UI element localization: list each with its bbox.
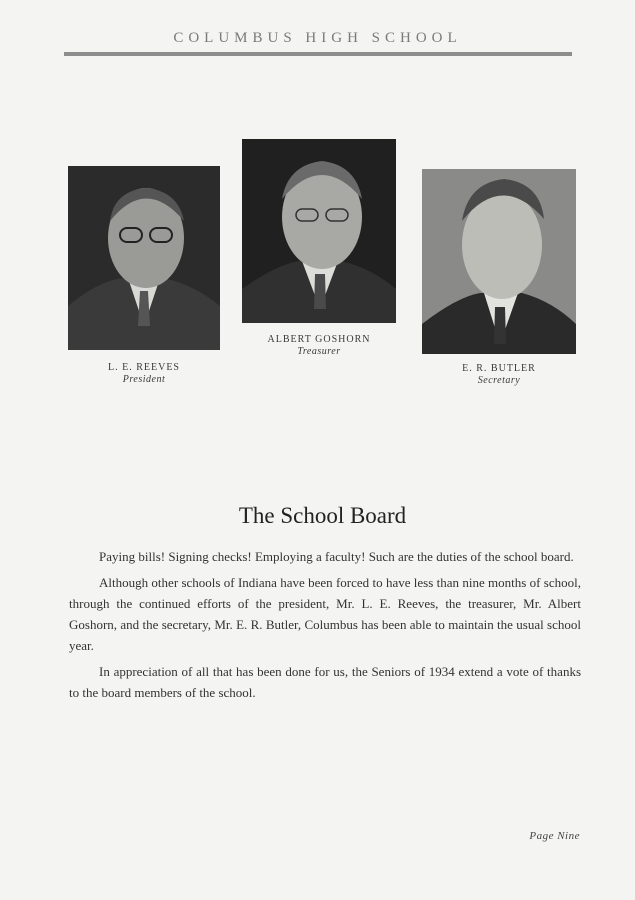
article-paragraph: Although other schools of Indiana have been forced to have less than nine months of school, through the continued efforts of the president, Mr. L. E. Reeves, the treasurer, Mr. Albert Goshorn, and the secretary, Mr. E. R. Butler, Columbus has been able to maintain the usual school year. <box>69 575 581 653</box>
member-role: Treasurer <box>297 346 341 357</box>
member-name: L. E. REEVES <box>108 362 180 373</box>
article-paragraph: Paying bills! Signing checks! Employing a faculty! Such are the duties of the school board. <box>99 549 574 564</box>
header-rule <box>64 52 572 56</box>
caption-goshorn <box>242 334 396 357</box>
caption-butler <box>422 363 576 386</box>
member-name: ALBERT GOSHORN <box>267 334 371 345</box>
member-name: E. R. BUTLER <box>462 363 536 374</box>
article-body <box>69 546 581 708</box>
page-number: Page Nine <box>529 830 580 842</box>
member-role: President <box>122 374 166 385</box>
caption-reeves <box>68 362 220 385</box>
article-paragraph: In appreciation of all that has been done for us, the Seniors of 1934 extend a vote of thanks to the board members of the school. <box>69 664 581 700</box>
portrait-butler <box>422 169 576 354</box>
running-header: COLUMBUS HIGH SCHOOL <box>173 30 462 46</box>
portrait-reeves <box>68 166 220 350</box>
portrait-goshorn <box>242 139 396 323</box>
member-role: Secretary <box>477 375 521 386</box>
article-title: The School Board <box>238 503 407 528</box>
